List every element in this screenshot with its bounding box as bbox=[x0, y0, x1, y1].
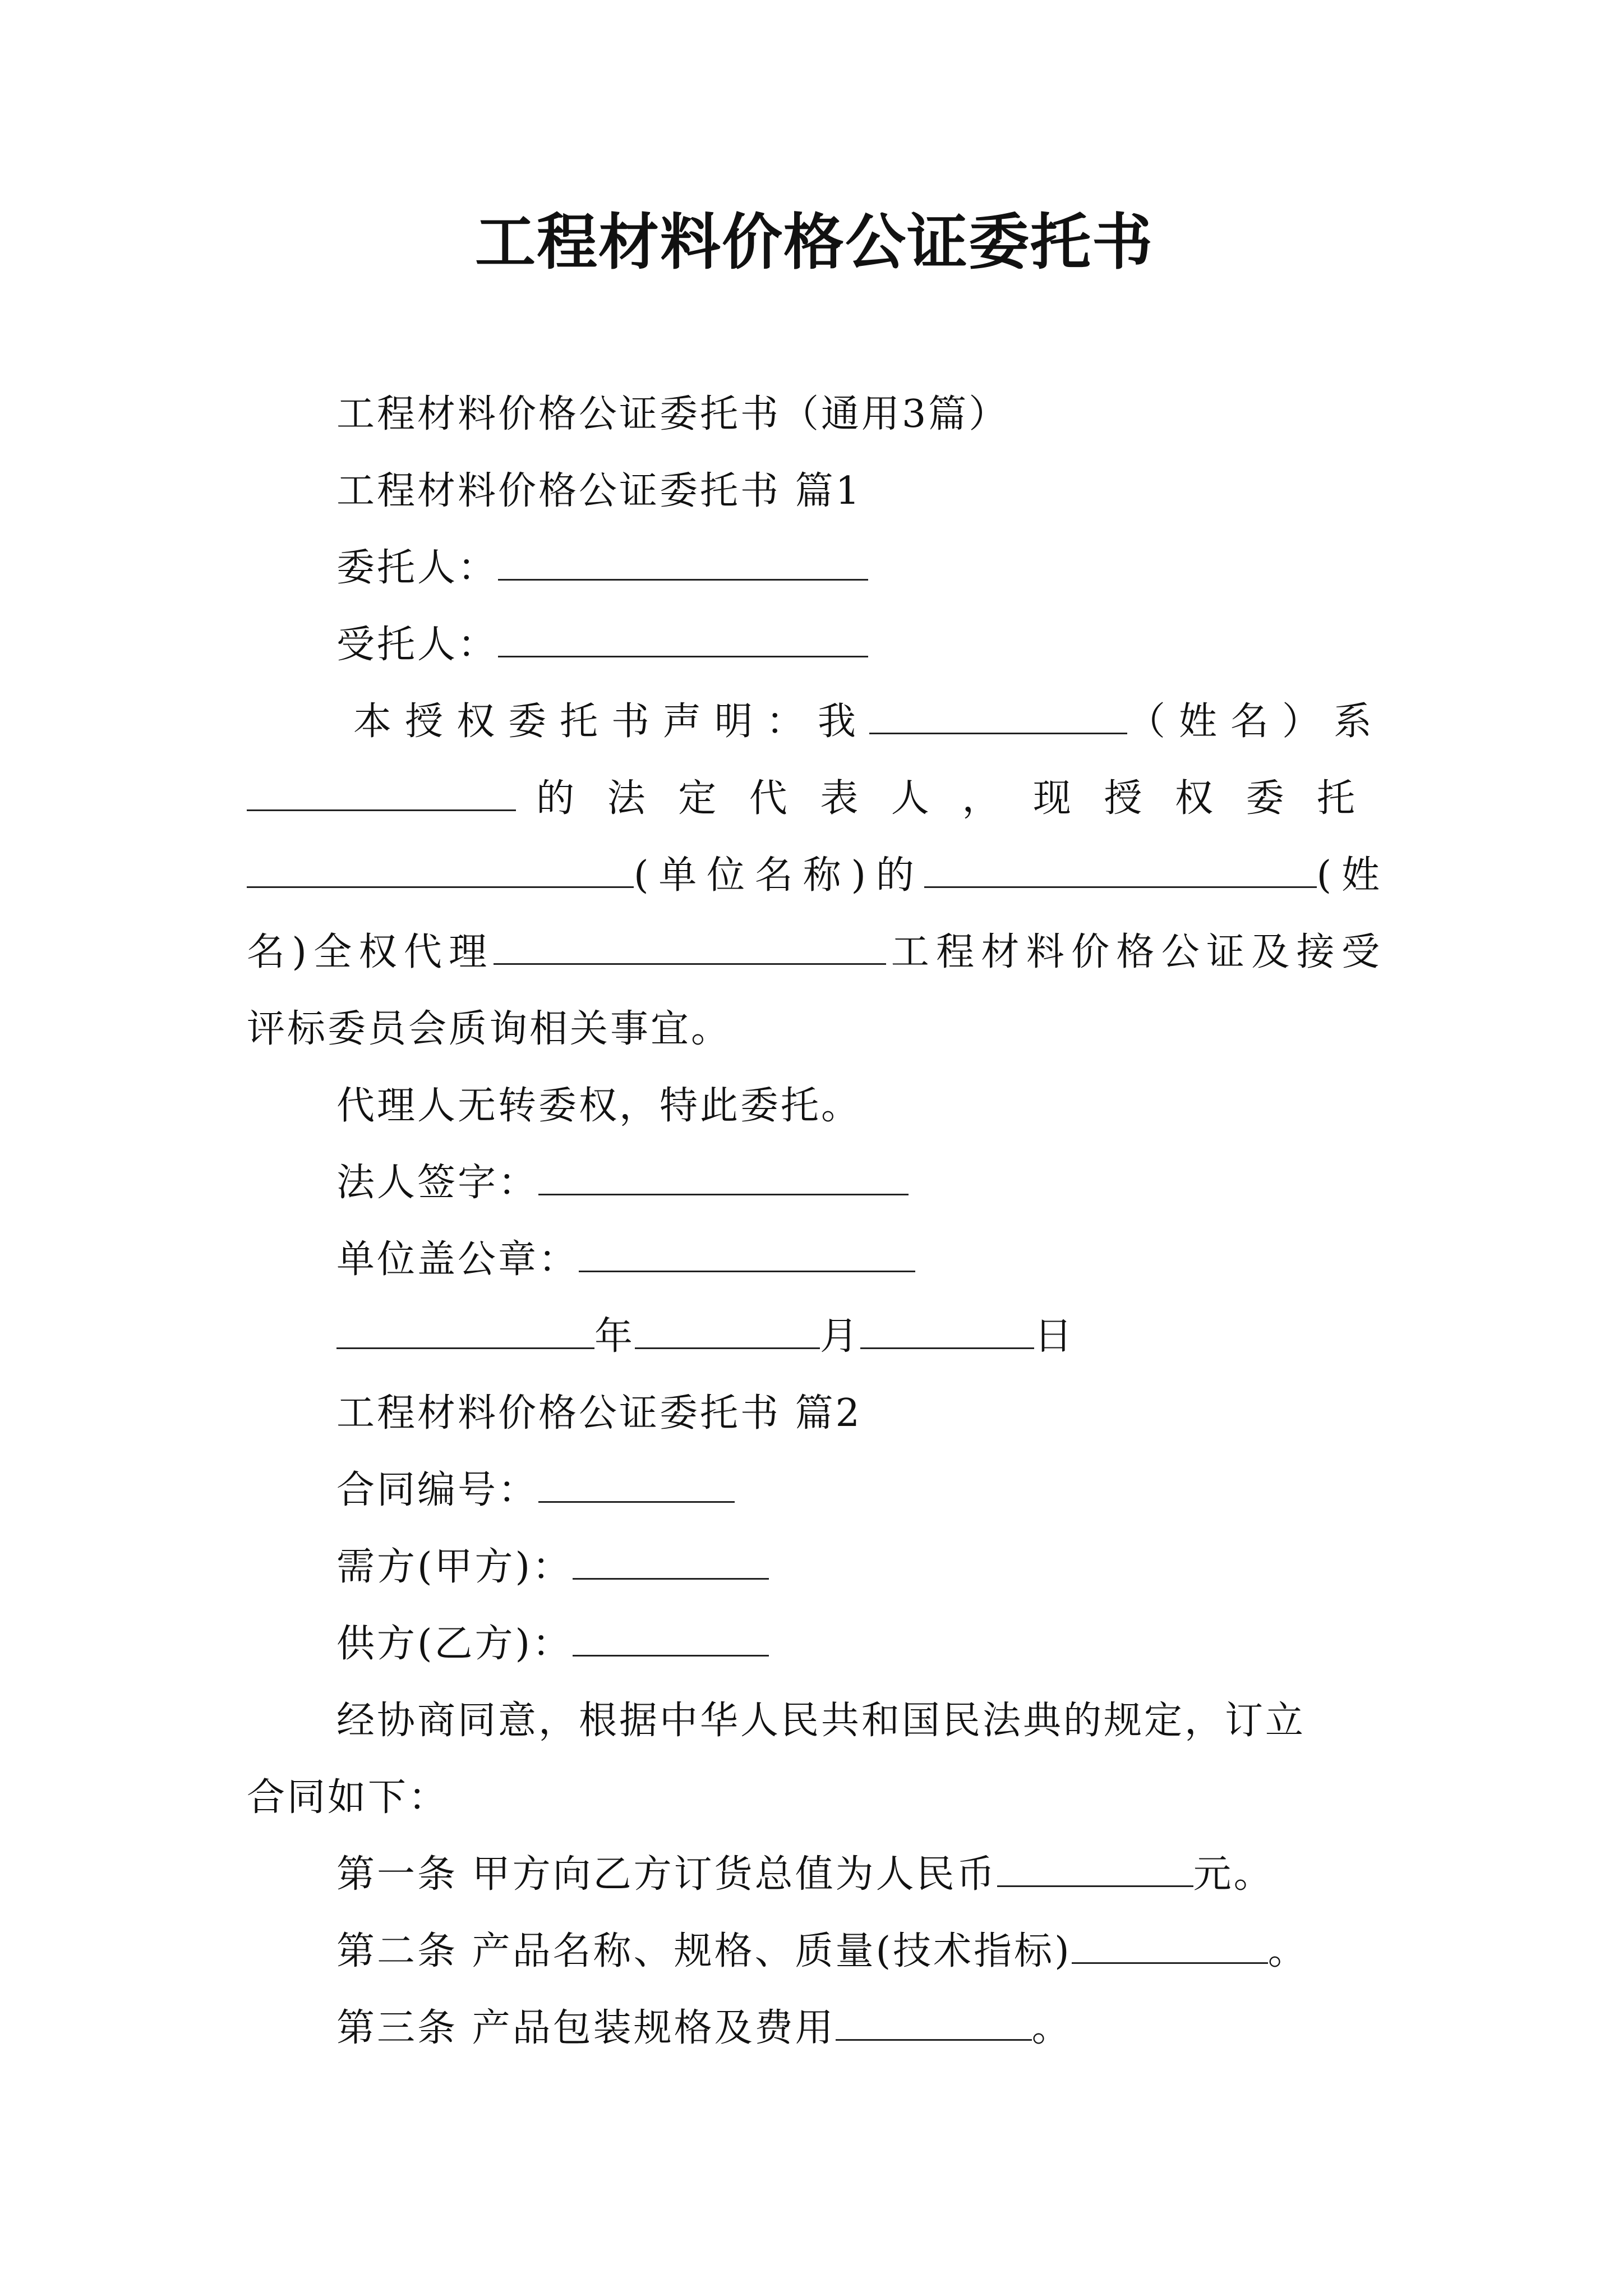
buyer-line: 需方(甲方)： bbox=[247, 1529, 1382, 1605]
legal-sign-line: 法人签字： bbox=[247, 1144, 1382, 1221]
month-blank bbox=[635, 1314, 820, 1349]
statement-line-5: 评标委员会质询相关事宜。 bbox=[247, 1007, 732, 1051]
statement-line-1: 本授权委托书声明：我 （姓名）系 bbox=[353, 700, 1386, 744]
agent-name-blank bbox=[924, 853, 1317, 888]
buyer-blank bbox=[573, 1544, 769, 1580]
date-line: 年 月 日 bbox=[247, 1298, 1382, 1375]
agreement-line-2: 合同如下： bbox=[247, 1775, 449, 1820]
no-transfer-line: 代理人无转委权，特此委托。 bbox=[336, 1084, 862, 1128]
spec-blank bbox=[1072, 1929, 1268, 1964]
day-blank bbox=[860, 1314, 1034, 1349]
trustee-line bbox=[247, 606, 1382, 683]
clause-3: 第三条 产品包装规格及费用 。 bbox=[336, 2006, 1072, 2050]
entrustor-label: 委托人： bbox=[336, 546, 499, 590]
legal-sign-blank bbox=[538, 1160, 909, 1195]
trustee-blank bbox=[498, 622, 868, 657]
amount-blank bbox=[997, 1852, 1193, 1887]
contract-no-line: 合同编号： bbox=[247, 1452, 1382, 1529]
org-blank bbox=[247, 776, 516, 811]
entrustor-line bbox=[247, 530, 1382, 606]
supplier-line: 供方(乙方)： bbox=[247, 1605, 1382, 1682]
matter-blank bbox=[494, 930, 886, 965]
supplier-blank bbox=[573, 1621, 769, 1657]
clause-1: 第一条 甲方向乙方订货总值为人民币 元。 bbox=[336, 1852, 1274, 1897]
trustee-label: 受托人： bbox=[336, 623, 499, 667]
packaging-blank bbox=[836, 2005, 1032, 2041]
subtitle: 工程材料价格公证委托书（通用3篇） bbox=[336, 392, 1009, 436]
name-blank bbox=[869, 699, 1127, 734]
statement-line-3: (单位名称)的 (姓 bbox=[247, 837, 1382, 914]
article-1-heading: 工程材料价格公证委托书 篇1 bbox=[336, 469, 862, 513]
agreement-line-1: 经协商同意，根据中华人民共和国民法典的规定，订立 bbox=[336, 1699, 1306, 1743]
document-body bbox=[247, 376, 1386, 2067]
clause-2: 第二条 产品名称、规格、质量(技术指标) 。 bbox=[336, 1929, 1308, 1973]
seal-blank bbox=[579, 1237, 915, 1272]
year-blank bbox=[336, 1314, 594, 1349]
unit-name-blank bbox=[247, 853, 634, 888]
statement-line-4: 名)全权代理 工程材料价格公证及接受 bbox=[247, 930, 1382, 974]
article-2-heading: 工程材料价格公证委托书 篇2 bbox=[336, 1391, 862, 1435]
entrustor-blank bbox=[498, 545, 868, 581]
contract-no-blank bbox=[538, 1467, 735, 1503]
seal-line: 单位盖公章： bbox=[247, 1221, 1382, 1298]
document-title: 工程材料价格公证委托书 bbox=[474, 208, 1154, 278]
statement-line-2: 的法定代表人，现授权委托 bbox=[247, 760, 1382, 837]
